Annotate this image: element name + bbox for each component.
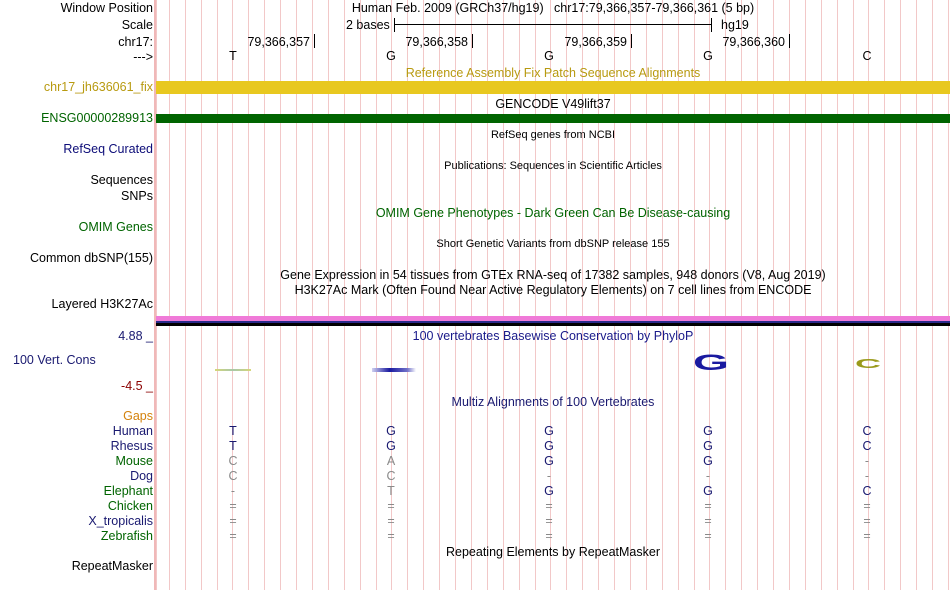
scale-bar-right-tick bbox=[711, 18, 712, 32]
alignment-base: G bbox=[386, 439, 396, 453]
gaps-track-label[interactable]: Gaps bbox=[123, 409, 153, 423]
phylop-max-label: 4.88 _ bbox=[118, 329, 153, 343]
alignment-base: = bbox=[387, 499, 395, 513]
species-label[interactable]: Zebrafish bbox=[100, 529, 153, 543]
scale-value: 2 bases bbox=[346, 18, 390, 32]
phylop-min-label: -4.5 _ bbox=[121, 379, 153, 393]
alignment-base: T bbox=[387, 484, 395, 498]
alignment-base: T bbox=[229, 424, 237, 438]
alignment-base: G bbox=[544, 439, 554, 453]
refseq-track-title: RefSeq genes from NCBI bbox=[490, 129, 616, 141]
chrom-label: chr17: bbox=[118, 35, 153, 49]
alignment-base: C bbox=[228, 469, 238, 483]
alignment-base: = bbox=[704, 499, 712, 513]
species-label[interactable]: Human bbox=[112, 424, 153, 438]
reference-base: G bbox=[386, 49, 396, 63]
phylop-track-title: 100 vertebrates Basewise Conservation by PhyloP bbox=[412, 329, 694, 343]
coordinate-label: 79,366,359 bbox=[564, 35, 627, 49]
strand-label: ---> bbox=[133, 50, 153, 64]
species-label[interactable]: Mouse bbox=[115, 454, 153, 468]
publications-track-title: Publications: Sequences in Scientific Articles bbox=[444, 160, 662, 172]
coordinate-tick bbox=[314, 34, 315, 48]
snps-track-label[interactable]: SNPs bbox=[121, 189, 153, 203]
coordinate-tick bbox=[631, 34, 632, 48]
alignment-base: - bbox=[546, 469, 552, 483]
alignment-base: = bbox=[387, 529, 395, 543]
alignment-base: = bbox=[229, 514, 237, 528]
coordinate-label: 79,366,357 bbox=[247, 35, 310, 49]
coordinate-tick bbox=[472, 34, 473, 48]
alignment-base: - bbox=[230, 484, 236, 498]
species-label[interactable]: Chicken bbox=[107, 499, 153, 513]
omim-track-label[interactable]: OMIM Genes bbox=[78, 220, 153, 234]
fix-patch-item-label[interactable]: chr17_jh636061_fix bbox=[43, 80, 153, 94]
alignment-base: - bbox=[864, 454, 870, 468]
alignment-base: = bbox=[545, 499, 553, 513]
dbsnp-track-label[interactable]: Common dbSNP(155) bbox=[30, 251, 153, 265]
refseq-track-label[interactable]: RefSeq Curated bbox=[63, 142, 153, 156]
h3k27ac-track-title: H3K27Ac Mark (Often Found Near Active Regulatory Elements) on 7 cell lines from ENCODE bbox=[294, 283, 812, 297]
h3k27ac-track-label[interactable]: Layered H3K27Ac bbox=[51, 297, 153, 311]
coordinate-tick bbox=[789, 34, 790, 48]
dbsnp-track-title: Short Genetic Variants from dbSNP release 155 bbox=[436, 238, 670, 250]
alignment-base: = bbox=[863, 499, 871, 513]
alignment-base: G bbox=[544, 424, 554, 438]
alignment-base: = bbox=[704, 514, 712, 528]
gencode-item-label[interactable]: ENSG00000289913 bbox=[41, 111, 153, 125]
species-label[interactable]: Rhesus bbox=[110, 439, 153, 453]
alignment-base: = bbox=[704, 529, 712, 543]
alignment-base: = bbox=[863, 514, 871, 528]
alignment-base: G bbox=[386, 424, 396, 438]
gencode-bar[interactable] bbox=[156, 114, 950, 123]
reference-base: G bbox=[544, 49, 554, 63]
repeatmasker-track-title: Repeating Elements by RepeatMasker bbox=[445, 545, 660, 559]
alignment-base: G bbox=[544, 454, 554, 468]
alignment-base: = bbox=[387, 514, 395, 528]
alignment-base: G bbox=[544, 484, 554, 498]
conservation-logo-c: C bbox=[855, 357, 881, 371]
alignment-base: C bbox=[862, 424, 872, 438]
reference-base: T bbox=[229, 49, 237, 63]
conservation-logo-g1 bbox=[372, 368, 416, 372]
alignment-base: G bbox=[703, 439, 713, 453]
species-label[interactable]: Elephant bbox=[103, 484, 153, 498]
fix-patch-bar[interactable] bbox=[156, 81, 950, 94]
alignment-base: A bbox=[386, 454, 396, 468]
gtex-track-title: Gene Expression in 54 tissues from GTEx RNA-seq of 17382 samples, 948 donors (V8, Aug 2019) bbox=[280, 268, 826, 282]
h3k27ac-black-band bbox=[156, 323, 950, 326]
alignment-base: C bbox=[862, 439, 872, 453]
fix-patch-track-title: Reference Assembly Fix Patch Sequence Alignments bbox=[405, 66, 701, 80]
scale-label: Scale bbox=[121, 18, 153, 32]
alignment-base: - bbox=[864, 469, 870, 483]
multiz-track-title: Multiz Alignments of 100 Vertebrates bbox=[451, 395, 655, 409]
window-position-value: Human Feb. 2009 (GRCh37/hg19) chr17:79,366,357-79,366,361 (5 bp) bbox=[351, 1, 755, 15]
species-label[interactable]: X_tropicalis bbox=[88, 514, 153, 528]
reference-base: G bbox=[703, 49, 713, 63]
alignment-base: G bbox=[703, 484, 713, 498]
alignment-base: - bbox=[705, 469, 711, 483]
alignment-base: G bbox=[703, 424, 713, 438]
window-position-label: Window Position bbox=[60, 1, 153, 15]
alignment-base: G bbox=[703, 454, 713, 468]
species-label[interactable]: Dog bbox=[130, 469, 153, 483]
alignment-base: = bbox=[863, 529, 871, 543]
coordinate-label: 79,366,358 bbox=[405, 35, 468, 49]
alignment-base: = bbox=[545, 529, 553, 543]
scale-db: hg19 bbox=[721, 18, 749, 32]
omim-track-title: OMIM Gene Phenotypes - Dark Green Can Be Disease-causing bbox=[375, 206, 731, 220]
conservation-logo-t bbox=[215, 369, 251, 371]
scale-bar bbox=[394, 24, 712, 25]
reference-base: C bbox=[862, 49, 872, 63]
alignment-base: = bbox=[545, 514, 553, 528]
phylop-track-label[interactable]: 100 Vert. Cons bbox=[13, 353, 96, 367]
alignment-base: C bbox=[228, 454, 238, 468]
repeatmasker-track-label[interactable]: RepeatMasker bbox=[71, 559, 153, 573]
alignment-base: T bbox=[229, 439, 237, 453]
conservation-logo-g: G bbox=[693, 350, 729, 375]
coordinate-label: 79,366,360 bbox=[722, 35, 785, 49]
sequences-track-label[interactable]: Sequences bbox=[90, 173, 153, 187]
scale-bar-left-tick bbox=[394, 18, 395, 32]
alignment-base: = bbox=[229, 529, 237, 543]
alignment-base: C bbox=[386, 469, 396, 483]
alignment-base: = bbox=[229, 499, 237, 513]
alignment-base: C bbox=[862, 484, 872, 498]
gencode-track-title: GENCODE V49lift37 bbox=[495, 97, 611, 111]
